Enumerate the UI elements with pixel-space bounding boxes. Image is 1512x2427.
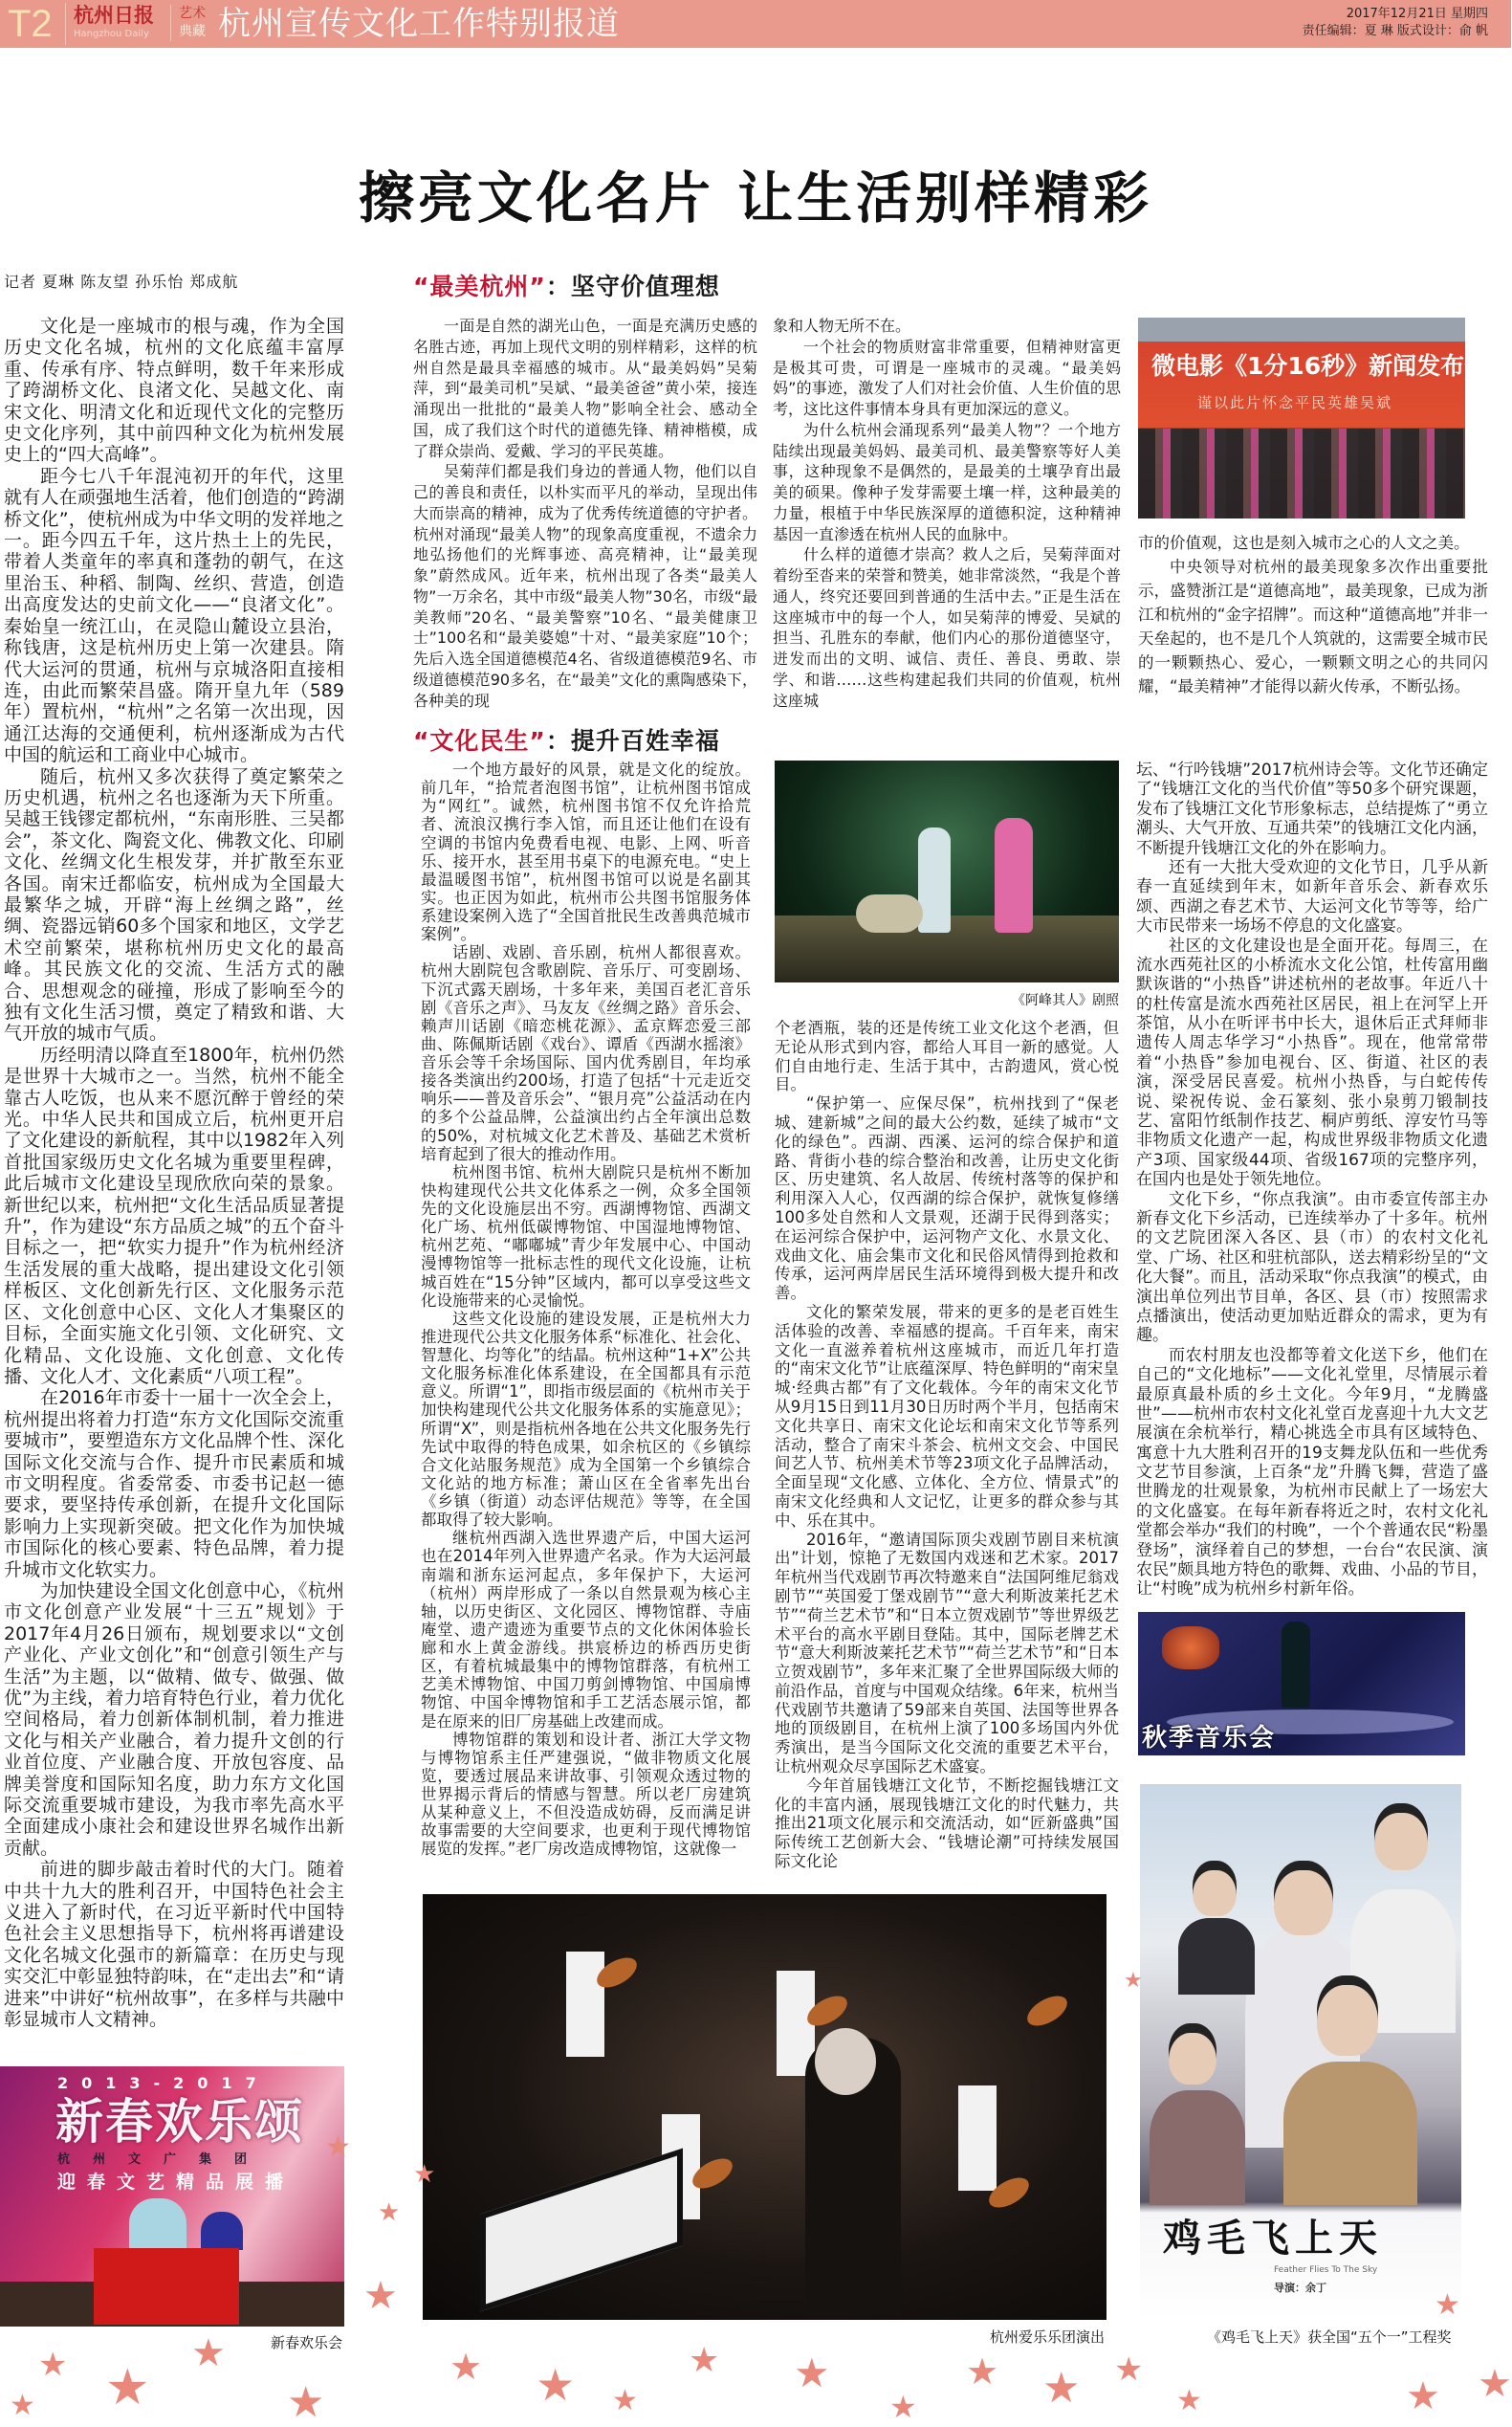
conductor-head (815, 2028, 876, 2095)
star-icon: ★ (536, 2359, 576, 2411)
paragraph: 社区的文化建设也是全面开花。每周三，在流水西苑社区的小桥流水文化公馆，杜传富用幽默诙谐的“小热昏”讲述杭州的老故事。年近八十的杜传富是流水西苑社区居民，祖上在河罕上开茶馆，从小在听评书中长大，退休后正式拜师非遗传人周志华学习“小热昏”。现在，他常常带着“小热昏”参加电视台、区、街道、社区的表演，深受居民喜爱。杭州小热昏，与白蛇传传说、梁祝传说、金石篆刻、张小泉剪刀锻制技艺、富阳竹纸制作技艺、桐庐剪纸、淳安竹马等非物质文化遗产一起，构成世界级非物质文化遗产3项、国家级44项、省级167项的完整序列，在国内也是处于领先地位。 (1136, 936, 1488, 1190)
figure (1283, 2062, 1417, 2205)
newspaper-name: 杭州日报 (74, 3, 154, 27)
photo-banner-text: 微电影《1分16秒》新闻发布会、 (1151, 352, 1512, 380)
paragraph: 个老酒瓶，装的还是传统工业文化这个老酒，但无论从形式到内容，都给人耳目一新的感觉。人们自由地行走、生活于其中，古韵遗风，赏心悦目。 (775, 1019, 1119, 1094)
paragraph: 继杭州西湖入选世界遗产后，中国大运河也在2014年列入世界遗产名录。作为大运河最南端和浙东运河起点，多年保护下，大运河（杭州）两岸形成了一条以自然景观为核心主轴，以历史街区、文化园区、博物馆群、寺庙庵堂、遗产遗迹为重要节点的文化休闲体验长廊和水上黄金游线。拱宸桥边的桥西历史街区，有着杭城最集中的博物馆群落，有杭州工艺美术博物馆、中国刀剪剑博物馆、中国扇博物馆、中国伞博物馆和手工艺活态展示馆，都是在原来的旧厂房基础上改建而成。 (421, 1529, 751, 1731)
paragraph: 一个社会的物质财富非常重要，但精神财富更是极其可贵，可谓是一座城市的灵魂。“最美妈妈”的事迹，激发了人们对社会价值、人生价值的思考，这比这件事情本身具有更加深远的意义。 (773, 337, 1121, 418)
star-icon: ★ (449, 2346, 483, 2388)
spring-gala-caption: 新春欢乐会 (270, 2334, 342, 2351)
paragraph: 在2016年市委十一届十一次全会上，杭州提出将着力打造“东方文化国际交流重要城市”，要塑造东方文化品牌个性、深化国际文化交流与合作、提升市民素质和城市文明程度。省委常委、市委书记赵一德要求，要坚持传承创新，在提升文化国际影响力上实现新突破。把文化作为加快城市国际化的核心要素、特色品牌，着力提升城市文化软实力。 (4, 1387, 344, 1580)
star-icon: ★ (1478, 2362, 1512, 2406)
autumn-concert-overlay: 秋季音乐会 (1142, 1724, 1277, 1753)
page-headline: 擦亮文化名片 让生活别样精彩 (358, 165, 1153, 231)
face (1169, 2023, 1216, 2085)
poster-title: 鸡毛飞上天 (1163, 2216, 1383, 2261)
paragraph: 今年首届钱塘江文化节，不断挖掘钱塘江文化的丰富内涵，展现钱塘江文化的时代魅力，共推出21项文化展示和交流活动，如“匠新盛典”国际传统工艺创新大会、“钱塘论潮”可持续发展国际文化论 (775, 1776, 1119, 1871)
paragraph: 还有一大批大受欢迎的文化节日，几乎从新春一直延续到年末，如新年音乐会、新春欢乐颂、西湖之春艺术节、大运河文化节等等，给广大市民带来一场场不停息的文化盛宴。 (1136, 857, 1488, 937)
paragraph: 吴菊萍们都是我们身边的普通人物，他们以自己的善良和责任，以朴实而平凡的举动，呈现出伟大而崇高的精神，成为了优秀传统道德的守护者。杭州对涌现“最美人物”的现象高度重视，不遗余力地弘扬他们的光辉事迹、高亮精神，让“最美现象”蔚然成风。近年来，杭州出现了各类“最美人物”一万余名，其中市级“最美人物”30名，市级“最美教师”20名、“最美警察”10名、“最美健康卫士”100名和“最美婆媳”十对、“最美家庭”10个；先后入选全国道德模范4名、省级道德模范9名、市级道德模范90多名，在“最美”文化的熏陶感染下，各种美的现 (413, 462, 757, 710)
orchestra-photo (423, 1894, 1107, 2320)
section2-heading-rest: ：提升百姓幸福 (545, 727, 720, 755)
star-icon: ★ (38, 2346, 68, 2384)
newspaper-logo (65, 3, 160, 45)
paragraph: 历经明清以降直至1800年，杭州仍然是世界十大城市之一。当然，杭州不能全靠古人吃饭，也从来不愿沉醉于曾经的荣光。中华人民共和国成立后，杭州更开启了文化建设的新航程，其中以1982年入列首批国家级历史文化名城为重要里程碑，此后城市文化建设呈现欣欣向荣的景象。新世纪以来，杭州把“文化生活品质显著提升”，作为建设“东方品质之城”的五个奋斗目标之一，把“软实力提升”作为杭州经济生活发展的重大战略，提出建设文化引领样板区、文化创新先行区、文化服务示范区、文化创意中心区、文化人才集聚区的目标，全面实施文化引领、文化研究、文化精品、文化设施、文化创意、文化传播、文化人才、文化素质“八项工程”。 (4, 1044, 344, 1387)
section2-heading-highlight: “文化民生” (413, 727, 546, 755)
flowers (1162, 1626, 1219, 1669)
spring-gala-photo (0, 2066, 344, 2327)
star-icon: ★ (1176, 2384, 1202, 2417)
face (1274, 1861, 1333, 1935)
newspaper-name-en: Hangzhou Daily (74, 29, 149, 39)
poster-director: 导演：余丁 (1274, 2282, 1326, 2294)
musician (958, 2085, 997, 2191)
star-icon: ★ (1435, 2288, 1460, 2322)
performer (129, 2198, 186, 2251)
star-icon: ★ (10, 2389, 35, 2422)
star-icon: ★ (794, 2350, 830, 2396)
star-icon: ★ (612, 2384, 638, 2417)
film-press-conference-photo (1138, 318, 1512, 518)
star-icon: ★ (191, 2331, 226, 2375)
star-icon: ★ (413, 2160, 436, 2189)
paragraph: 文化是一座城市的根与魂，作为全国历史文化名城，杭州的文化底蕴丰富厚重、传承有序、特点鲜明，数千年来形成了跨湖桥文化、良渚文化、吴越文化、南宋文化、明清文化和近现代文化的完整历史文化序列，其中前四种文化为杭州发展史上的“四大高峰”。 (4, 316, 344, 466)
red-desk (94, 2248, 239, 2325)
singer-figure (1282, 1622, 1310, 1708)
paragraph: 为什么杭州会涌现系列“最美人物”？一个地方陆续出现最美妈妈、最美司机、最美警察等好人美事，这种现象不是偶然的，是最美的土壤孕育出最美的硕果。像种子发芽需要土壤一样，这种最美的力量，根植于中华民族深厚的道德积淀，这种精神基因一直渗透在杭州人民的血脉中。 (773, 420, 1121, 543)
star-icon: ★ (1124, 1969, 1143, 1993)
star-icon: ★ (1042, 2364, 1081, 2413)
face (1374, 1803, 1428, 1870)
music-stand (480, 2149, 683, 2312)
paragraph: 什么样的道德才崇高？救人之后，吴菊萍面对着纷至沓来的荣誉和赞美，她非常淡然，“我是个普通人，终究还要回到普通的生活中去。”正是生活在这座城市中的每一个人，如吴菊萍的博爱、吴斌的担当、孔胜东的奉献，他们内心的那份道德坚守，迸发而出的文明、诚信、责任、善良、勇敢、崇学、和谐……这些构建起我们共同的价值观，杭州这座城 (773, 545, 1121, 710)
face (1193, 1861, 1237, 1916)
figure (1178, 1918, 1255, 1995)
stage-play-photo (775, 761, 1119, 982)
photo-banner-subtext: 谨以此片怀念平民英雄吴斌 (1197, 394, 1393, 411)
actor-figure (856, 894, 923, 933)
section1-column-a (413, 316, 757, 713)
gala-organizer: 杭州文广集团 (57, 2152, 271, 2167)
poster-title-en: Feather Flies To The Sky (1274, 2265, 1378, 2275)
dateline (1303, 6, 1488, 40)
tv-drama-poster (1140, 1784, 1461, 2320)
gala-title: 新春欢乐颂 (55, 2094, 304, 2150)
paragraph: 距今七八千年混沌初开的年代，这里就有人在顽强地生活着，他们创造的“跨湖桥文化”，使杭州成为中华文明的发祥地之一。距今四五千年，这片热土上的先民，带着人类童年的率真和蓬勃的朝气，在这里治玉、种稻、制陶、丝织、营造，创造出高度发达的史前文化——“良渚文化”。秦始皇一统江山，在灵隐山麓设立县治，称钱唐，这是杭州历史上第一次建县。隋代大运河的贯通，杭州与京城洛阳直接相连，由此而繁荣昌盛。隋开皇九年（589年）置杭州，“杭州”之名第一次出现，因通江达海的交通便利，杭州逐渐成为古代中国的航运和工商业中心城市。 (4, 465, 344, 766)
orchestra-caption: 杭州爱乐乐团演出 (989, 2328, 1105, 2346)
paragraph: 这些文化设施的建设发展，正是杭州大力推进现代公共文化服务体系“标准化、社会化、智慧化、均等化”的结晶。杭州这种“1+X”公共文化服务标准化体系建设，在全国都具有示范意义。所谓“1”，即指市级层面的《杭州市关于加快构建现代公共文化服务体系的实施意见》；所谓“X”，则是指杭州各地在公共文化服务先行先试中取得的特色成果，如余杭区的《乡镇综合文化站服务规范》成为全国第一个乡镇综合文化站的地方标准；萧山区在全省率先出台《乡镇（街道）动态评估规范》等等，在全国都取得了较大影响。 (421, 1309, 751, 1530)
star-icon: ★ (966, 2350, 999, 2393)
page-number: T2 (8, 3, 53, 45)
star-icon: ★ (105, 2359, 150, 2416)
section1-heading-highlight: “最美杭州” (413, 273, 546, 300)
gala-subtitle: 迎春文艺精品展播 (57, 2172, 296, 2193)
paragraph: 杭州图书馆、杭州大剧院只是杭州不断加快构建现代公共文化体系之一例，众多全国领先的文化设施层出不穷。西湖博物馆、西湖文化广场、杭州低碳博物馆、中国湿地博物馆、杭州艺苑、“嘟嘟城”青少年发展中心、中国动漫博物馆等一批标志性的现代文化设施，让杭城百姓在“15分钟”区域内，都可以享受这些文化设施带来的心灵愉悦。 (421, 1162, 751, 1310)
paragraph: 市的价值观，这也是刻入城市之心的人文之美。 (1138, 534, 1470, 552)
star-icon: ★ (378, 2198, 401, 2227)
paragraph: 文化的繁荣发展，带来的更多的是老百姓生活体验的改善、幸福感的提高。千百年来，南宋文化一直滋养着杭州这座城市，而近几年打造的“南宋文化节”让底蕴深厚、特色鲜明的“南宋皇城·经典古都”有了文化载体。今年的南宋文化节从9月15日到11月30日历时两个半月，包括南宋文化共享日、南宋文化论坛和南宋文化节等系列活动，整合了南宋斗茶会、杭州文交会、中国民间艺人节、杭州美术节等23项文化子品牌活动，全面呈现“文化感、立体化、全方位、情景式”的南宋文化经典和人文记忆，让更多的群众参与其中、乐在其中。 (775, 1302, 1119, 1530)
section-label-line2: 典藏 (179, 24, 206, 39)
star-icon: ★ (1114, 2350, 1144, 2389)
paragraph: 2016年，“邀请国际顶尖戏剧节剧目来杭演出”计划，惊艳了无数国内戏迷和艺术家。2017年杭州当代戏剧节再次特邀来自“法国阿维尼翁戏剧节”“英国爱丁堡戏剧节”“意大利斯波莱托艺术节”“荷兰艺术节”和“日本立贺戏剧节”等世界级艺术平台的高水平剧目登陆。其中，国际老牌艺术节“意大利斯波莱托艺术节”“荷兰艺术节”和“日本立贺戏剧节”，多年来汇聚了全世界国际级大师的前沿作品，首度与中国观众结缘。6年来，杭州当代戏剧节共邀请了59部来自英国、法国等世界各地的顶级剧目，在杭州上演了100多场国内外优秀演出，是当今国际文化交流的重要艺术平台，让杭州观众尽享国际艺术盛宴。 (775, 1530, 1119, 1776)
figure (1150, 2090, 1245, 2205)
face (1317, 1975, 1378, 2056)
poster-caption: 《鸡毛飞上天》获全国“五个一”工程奖 (1207, 2328, 1452, 2346)
actor-figure (918, 827, 951, 933)
paragraph: 随后，杭州又多次获得了奠定繁荣之历史机遇，杭州之名也逐渐为天下所重。吴越王钱镠定都杭州，“东南形胜、三吴都会”，茶文化、陶瓷文化、佛教文化、印刷文化、丝绸文化生根发芽，并扩散至东亚各国。南宋迁都临安，杭州成为全国最大最繁华之城，开辟“海上丝绸之路”，丝绸、瓷器远销60多个国家和地区，文学艺术空前繁荣，堪称杭州历史文化的最高峰。其民族文化的交流、生活方式的融合、思想观念的碰撞，形成了影响至今的独有文化生活习惯，奠定了精致和谐、大气开放的城市气质。 (4, 765, 344, 1045)
paragraph: 前进的脚步敲击着时代的大门。随着中共十九大的胜利召开，中国特色社会主义进入了新时代，在习近平新时代中国特色社会主义思想指导下，杭州将再谱建设文化名城文化强市的新篇章：在历史与现实交汇中彰显独特韵味，在“走出去”和“请进来”中讲好“杭州故事”，在多样与共融中彰显城市人文精神。 (4, 1859, 344, 2031)
editor-credits: 责任编辑：夏 琳 版式设计：俞 帆 (1302, 24, 1488, 38)
paragraph: 中央领导对杭州的最美现象多次作出重要批示，盛赞浙江是“道德高地”，最美现象，已成为浙江和杭州的“金字招牌”。而这种“道德高地”并非一天垒起的，也不是几个人筑就的，这需要全城市民的一颗颗热心、爱心，一颗颗文明之心的共同闪耀，“最美精神”才能得以薪火传承，不断弘扬。 (1138, 558, 1488, 696)
photo-crowd (1138, 429, 1465, 519)
section2-column-c (1136, 761, 1488, 1612)
issue-date: 2017年12月21日 星期四 (1346, 7, 1488, 21)
performer (201, 2212, 243, 2250)
star-icon: ★ (325, 2130, 351, 2164)
paragraph: 为加快建设全国文化创意中心，《杭州市文化创意产业发展“十三五”规划》于2017年4月26日颁布，规划要求以“文创产业化、产业文创化”和“创意引领生产与生活”为主题，以“做精、做专、做强、做优”为主线，着力培育特色行业，着力优化空间格局，着力创新体制机制，着力推进文化与相关产业融合，着力提升文创的行业首位度、产业融合度、开放包容度、品牌美誉度和国际知名度，助力东方文化国际交流重要城市建设，为我市率先高水平全面建成小康社会和建设世界名城作出新贡献。 (4, 1579, 344, 1859)
paragraph: 文化下乡，“你点我演”。由市委宣传部主办新春文化下乡活动，已连续举办了十多年。杭州的文艺院团深入各区、县（市）的农村文化礼堂、广场、社区和驻杭部队，送去精彩纷呈的“文化大餐”。而且，活动采取“你点我演”的模式，由演出单位列出节目单，各区、县（市）按照需求点播演出，使活动更加贴近群众的需求，更为有趣。 (1136, 1189, 1488, 1346)
paragraph: 话剧、戏剧、音乐剧，杭州人都很喜欢。杭州大剧院包含歌剧院、音乐厅、可变剧场、下沉式露天剧场，十多年来，美国百老汇音乐剧《音乐之声》、马友友《丝绸之路》音乐会、赖声川话剧《暗恋桃花源》、孟京辉恋爱三部曲、陈佩斯话剧《戏台》、谭盾《西湖水摇滚》音乐会等千余场国际、国内优秀剧目，年均承接各类演出约200场，打造了包括“十元走近交响乐——普及音乐会”、“银月亮”公益活动在内的多个公益品牌，公益演出约占全年演出总数的50%，对杭城文化艺术普及、基础艺术赏析培育起到了很大的推动作用。 (421, 943, 751, 1163)
section-label-line1: 艺术 (179, 6, 206, 21)
section1-heading (413, 268, 720, 302)
paragraph: 一面是自然的湖光山色，一面是充满历史感的名胜古迹，再加上现代文明的别样精彩，这样的杭州自然是最具幸福感的城市。从“最美妈妈”吴菊萍，到“最美司机”吴斌、“最美爸爸”黄小荣，接连涌现出一批批的“最美人物”影响全社会、感动全国，成了我们这个时代的道德先锋、精神楷模，成了群众崇尚、爱戴、学习的平民英雄。 (413, 317, 757, 460)
section2-column-a (421, 761, 751, 1875)
special-report-title: 杭州宣传文化工作特别报道 (218, 5, 620, 43)
paragraph: 博物馆群的策划和设计者、浙江大学文物与博物馆系主任严建强说，“做非物质文化展览，要透过展品来讲故事、引领观众透过物的世界揭示背后的情感与智慧。所以老厂房建筑从某种意义上，不但没造成妨碍，反而满足讲故事需要的大空间要求，也更利于现代博物馆展览的发挥。”老厂房改造成博物馆，这就像一 (421, 1730, 751, 1859)
autumn-concert-photo (1138, 1612, 1465, 1755)
paragraph: “保护第一、应保尽保”，杭州找到了“保老城、建新城”之间的最大公约数，延续了城市“文化的绿色”。西湖、西溪、运河的综合保护和道路、背街小巷的综合整治和改善，让历史文化街区、历史建筑、名人故居、传统村落等的保护和利用深入人心，仅西湖的综合保护，就恢复修缮100多处自然和人文景观，还湖于民得到落实；在运河综合保护中，运河物产文化、水景文化、戏曲文化、庙会集市文化和民俗风情得到抢救和传承，运河两岸居民生活环境得到极大提升和改善。 (775, 1094, 1119, 1303)
violin (1022, 1990, 1072, 2032)
section1-column-b (773, 316, 1121, 713)
section1-heading-rest: ：坚守价值理想 (545, 273, 720, 300)
gala-years: 2013-2017 (57, 2074, 270, 2092)
musician (566, 1952, 604, 2057)
paragraph: 象和人物无所不在。 (773, 317, 911, 335)
section2-column-b (775, 1019, 1119, 1875)
actor-figure (995, 818, 1033, 933)
section1-column-c (1138, 531, 1488, 698)
paragraph: 坛、“行吟钱塘”2017杭州诗会等。文化节还确定了“钱塘江文化的当代价值”等50多个研究课题，发布了钱塘江文化节形象标志，总结提炼了“勇立潮头、大气开放、互通共荣”的钱塘江文化内涵，不断提升钱塘江文化的外在影响力。 (1136, 761, 1488, 858)
star-icon: ★ (287, 2378, 325, 2427)
star-icon: ★ (1406, 2374, 1440, 2418)
paragraph: 一个地方最好的风景，就是文化的绽放。前几年，“拾荒者泡图书馆”，让杭州图书馆成为“网红”。诚然，杭州图书馆不仅允许拾荒者、流浪汉携行李入馆，而且还让他们在设有空调的书馆内免费看电视、电影、上网、听音乐、接开水，甚至用书桌下的电源充电。“史上最温暖图书馆”，杭州图书馆可以说是名副其实。也正因为如此，杭州市公共图书馆服务体系建设案例入选了“全国首批民生改善典范城市案例”。 (421, 761, 751, 944)
section2-heading (413, 722, 720, 757)
section-label (170, 5, 211, 41)
star-icon: ★ (889, 2389, 917, 2425)
byline: 记者 夏琳 陈友望 孙乐怡 郑成航 (4, 273, 239, 291)
stage-photo-caption: 《阿峰其人》剧照 (1012, 993, 1119, 1008)
star-icon: ★ (363, 2274, 398, 2318)
paragraph: 而农村朋友也没都等着文化送下乡，他们在自己的“文化地标”——文化礼堂里，尽情展示着最原真最朴质的乡土文化。今年9月，“龙腾盛世”——杭州市农村文化礼堂百龙喜迎十九大文艺展演在余杭举行，精心挑选全市具有区域特色、寓意十九大胜利召开的19支舞龙队伍和一些优秀文艺节目参演，上百条“龙”升腾飞舞，营造了盛世腾龙的壮观景象，为杭州市民献上了一场宏大的文化盛宴。在每年新春将近之时，农村文化礼堂都会举办“我们的村晚”，一个个普通农民“粉墨登场”，演绎着自己的梦想，一台台“农民演、演农民”颇具地方特色的歌舞、戏曲、小品的节目，让“村晚”成为杭州乡村新年俗。 (1136, 1345, 1488, 1600)
intro-column (4, 316, 344, 2038)
star-icon: ★ (689, 2341, 720, 2380)
